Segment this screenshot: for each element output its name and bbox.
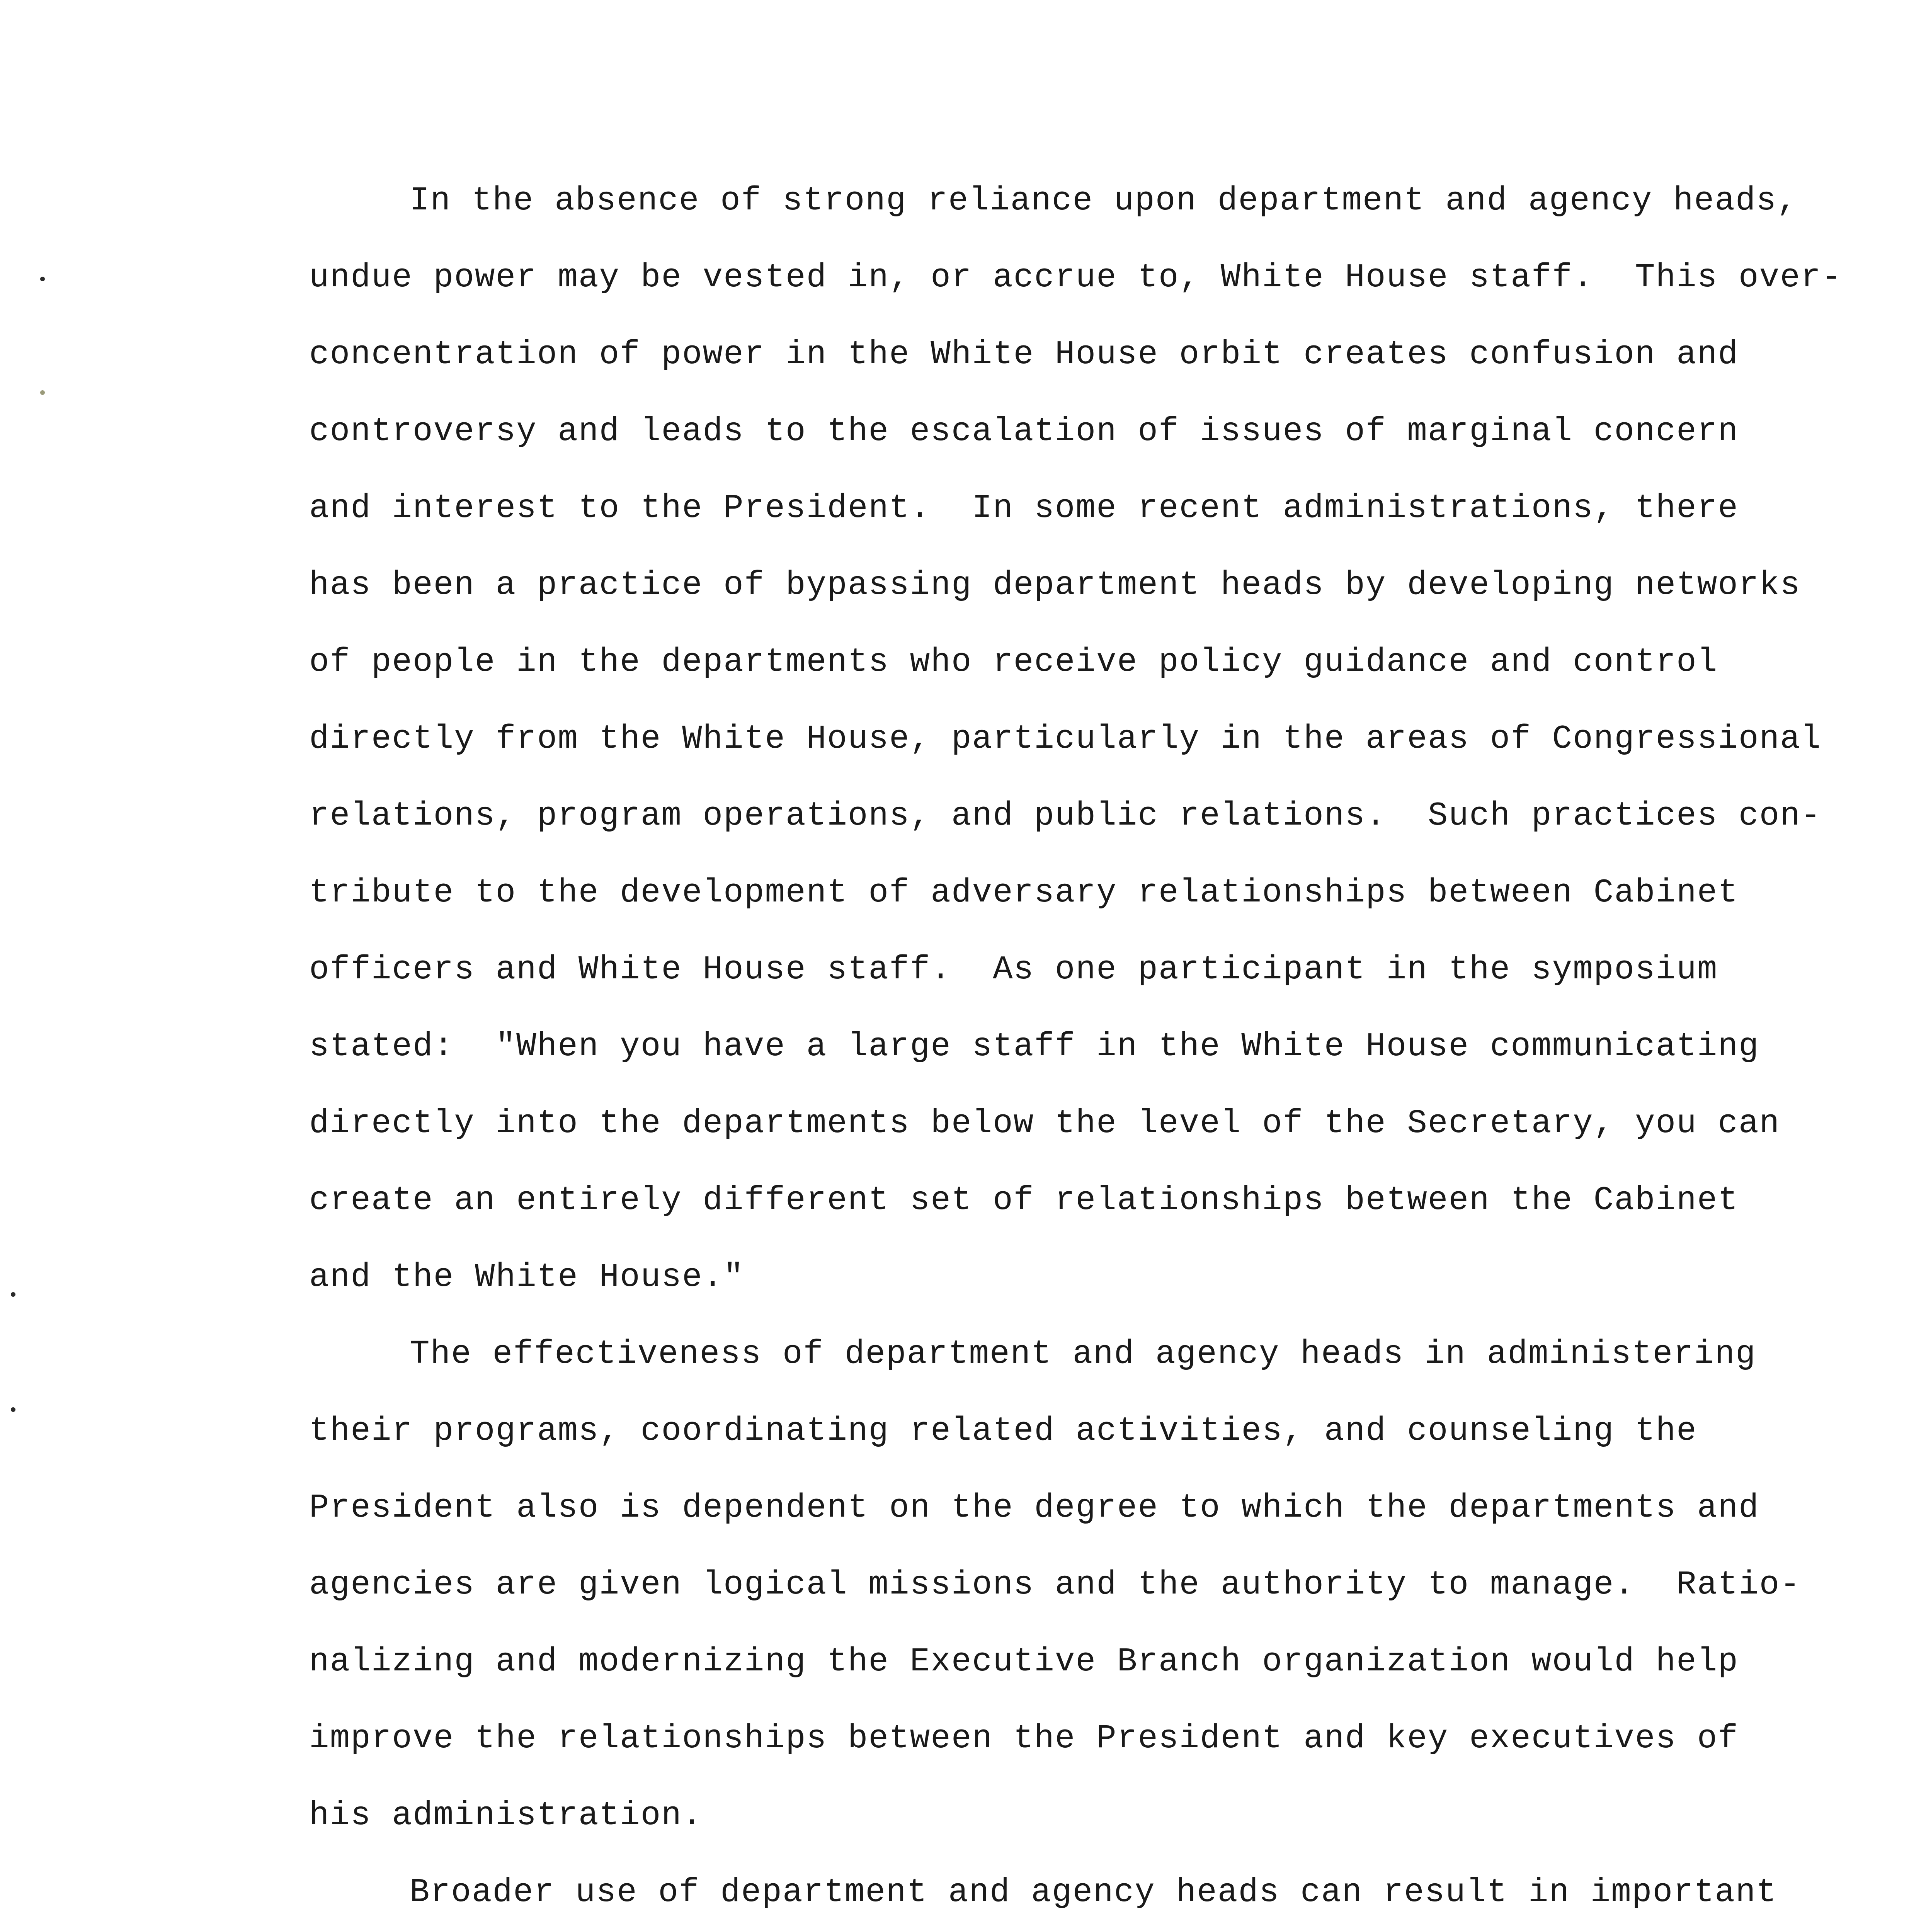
scan-speck <box>40 390 45 395</box>
text-line: Broader use of department and agency heads can result in important <box>410 1873 1777 1911</box>
text-line: controversy and leads to the escalation of issues of marginal concern <box>309 412 1739 450</box>
text-line: The effectiveness of department and agency heads in administering <box>410 1335 1756 1373</box>
paragraph-2 <box>309 1316 1801 1854</box>
text-line: improve the relationships between the President and key executives of <box>309 1719 1739 1757</box>
text-line: tribute to the development of adversary relationships between Cabinet <box>309 874 1739 912</box>
text-line: directly from the White House, particularly in the areas of Congressional <box>309 720 1822 758</box>
document-body <box>309 162 1843 1932</box>
text-line: In the absence of strong reliance upon department and agency heads, <box>410 182 1798 219</box>
text-line: concentration of power in the White House orbit creates confusion and <box>309 335 1739 373</box>
text-line: and the White House." <box>309 1258 744 1296</box>
text-line: nalizing and modernizing the Executive Branch organization would help <box>309 1643 1739 1680</box>
text-line: President also is dependent on the degree to which the departments and <box>309 1489 1759 1527</box>
text-line: directly into the departments below the level of the Secretary, you can <box>309 1104 1780 1142</box>
text-line: of people in the departments who receive policy guidance and control <box>309 643 1718 681</box>
text-line: stated: "When you have a large staff in the White House communicating <box>309 1027 1759 1065</box>
scan-speck <box>40 277 45 281</box>
text-line: their programs, coordinating related activities, and counseling the <box>309 1412 1697 1450</box>
paragraph-1 <box>309 162 1843 1316</box>
text-line: officers and White House staff. As one participant in the symposium <box>309 951 1718 988</box>
text-line: relations, program operations, and public relations. Such practices con- <box>309 797 1822 835</box>
paragraph-3 <box>309 1854 1777 1932</box>
text-line: agencies are given logical missions and the authority to manage. Ratio- <box>309 1566 1801 1604</box>
text-line: his administration. <box>309 1796 703 1834</box>
scan-speck <box>11 1292 15 1297</box>
text-line: has been a practice of bypassing department heads by developing networks <box>309 566 1801 604</box>
text-line: create an entirely different set of relationships between the Cabinet <box>309 1181 1739 1219</box>
text-line: undue power may be vested in, or accrue to, White House staff. This over- <box>309 259 1843 296</box>
scan-speck <box>11 1407 15 1412</box>
text-line: and interest to the President. In some recent administrations, there <box>309 489 1739 527</box>
